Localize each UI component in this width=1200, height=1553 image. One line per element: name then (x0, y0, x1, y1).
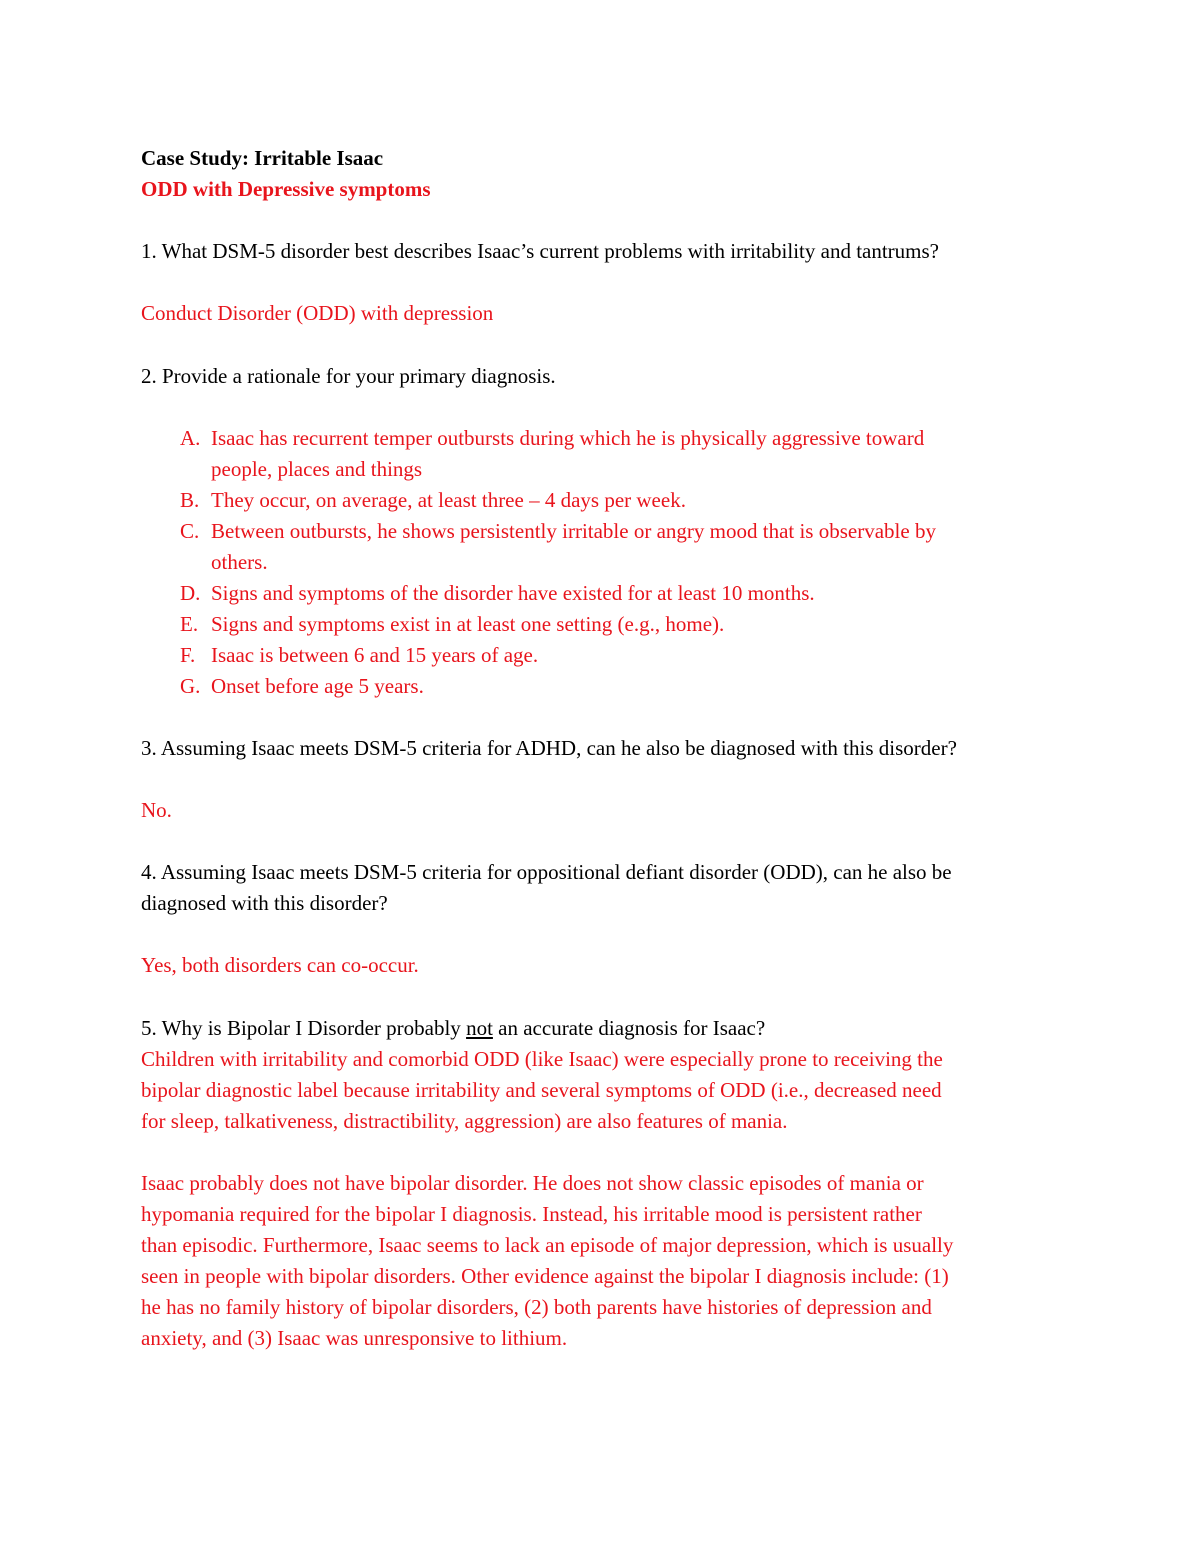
answer-5-para-2-line-1: Isaac probably does not have bipolar disorder. He does not show classic episodes of mania or (141, 1171, 924, 1195)
document-title: Case Study: Irritable Isaac (141, 146, 384, 170)
list-item-a-line-1: Isaac has recurrent temper outbursts during which he is physically aggressive toward (211, 426, 925, 450)
list-item-f-line-1: Isaac is between 6 and 15 years of age. (211, 643, 539, 667)
answer-5-para-2-line-6: anxiety, and (3) Isaac was unresponsive to lithium. (141, 1326, 568, 1350)
list-marker-e: E. (180, 612, 199, 636)
list-item-a-line-2: people, places and things (211, 457, 423, 481)
question-3: 3. Assuming Isaac meets DSM-5 criteria for ADHD, can he also be diagnosed with this disorder? (141, 736, 957, 760)
list-item-c-line-1: Between outbursts, he shows persistently irritable or angry mood that is observable by (211, 519, 936, 543)
list-marker-d: D. (180, 581, 201, 605)
answer-4: Yes, both disorders can co-occur. (141, 953, 419, 977)
answer-5-para-1-line-3: for sleep, talkativeness, distractibility, aggression) are also features of mania. (141, 1109, 788, 1133)
list-marker-f: F. (180, 643, 196, 667)
answer-3: No. (141, 798, 172, 822)
answer-5-para-2-line-2: hypomania required for the bipolar I diagnosis. Instead, his irritable mood is persistent rather (141, 1202, 922, 1226)
question-2: 2. Provide a rationale for your primary diagnosis. (141, 364, 556, 388)
answer-5-para-2-line-3: than episodic. Furthermore, Isaac seems to lack an episode of major depression, which is usually (141, 1233, 954, 1257)
list-item-d-line-1: Signs and symptoms of the disorder have existed for at least 10 months. (211, 581, 815, 605)
list-item-c-line-2: others. (211, 550, 268, 574)
answer-5-para-1-line-2: bipolar diagnostic label because irritability and several symptoms of ODD (i.e., decreased need (141, 1078, 942, 1102)
list-marker-g: G. (180, 674, 201, 698)
question-5-text-after: an accurate diagnosis for Isaac? (492, 1016, 766, 1040)
answer-5-para-2-line-4: seen in people with bipolar disorders. Other evidence against the bipolar I diagnosis include: (1) (141, 1264, 949, 1288)
question-5-text-before: 5. Why is Bipolar I Disorder probably (141, 1016, 467, 1040)
list-marker-c: C. (180, 519, 200, 543)
answer-5-para-2-line-5: he has no family history of bipolar disorders, (2) both parents have histories of depression and (141, 1295, 932, 1319)
answer-1: Conduct Disorder (ODD) with depression (141, 301, 494, 325)
question-5-underlined-word: not (466, 1016, 493, 1040)
list-marker-a: A. (180, 426, 201, 450)
question-4-line-2: diagnosed with this disorder? (141, 891, 388, 915)
question-4-line-1: 4. Assuming Isaac meets DSM-5 criteria for oppositional defiant disorder (ODD), can he also be (141, 860, 952, 884)
answer-5-para-1-line-1: Children with irritability and comorbid ODD (like Isaac) were especially prone to receiving the (141, 1047, 943, 1071)
question-5 (141, 1015, 765, 1041)
list-item-b-line-1: They occur, on average, at least three – 4 days per week. (211, 488, 686, 512)
document-subtitle: ODD with Depressive symptoms (141, 177, 431, 201)
list-item-e-line-1: Signs and symptoms exist in at least one setting (e.g., home). (211, 612, 725, 636)
list-item-g-line-1: Onset before age 5 years. (211, 674, 424, 698)
question-1: 1. What DSM-5 disorder best describes Isaac’s current problems with irritability and tantrums? (141, 239, 939, 263)
list-marker-b: B. (180, 488, 200, 512)
